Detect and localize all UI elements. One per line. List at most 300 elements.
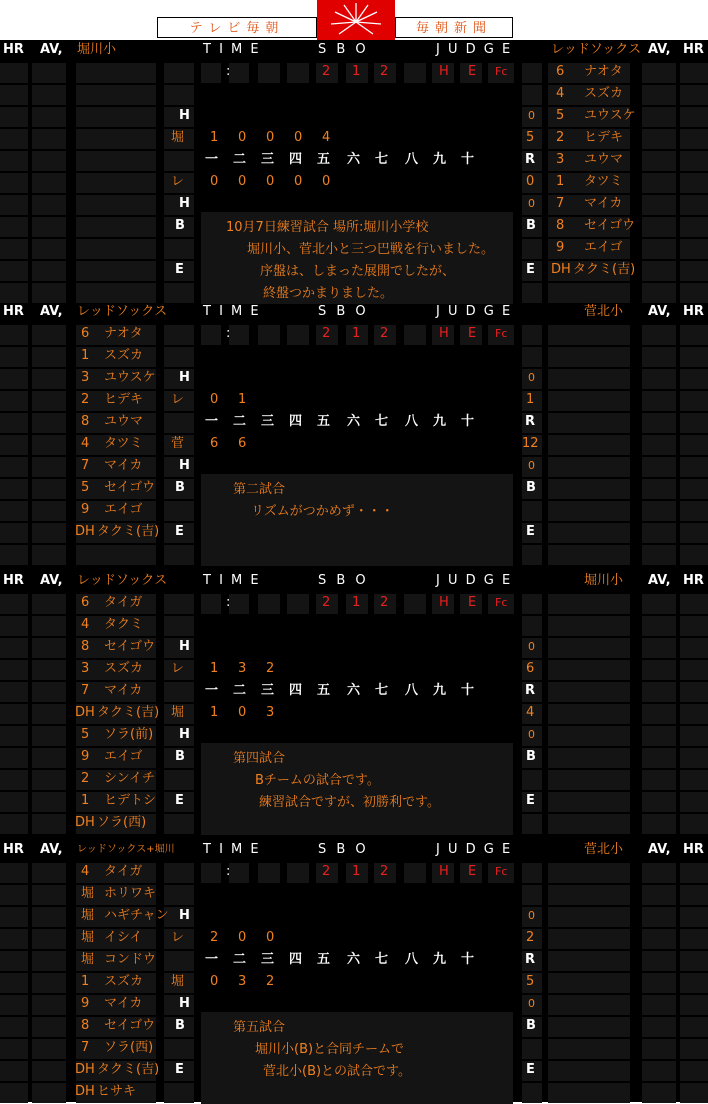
empty-cell (680, 129, 708, 149)
av-label: AV, (40, 304, 63, 319)
empty-cell (680, 704, 708, 724)
inning-header: 三 (261, 152, 275, 167)
top-inning-score: 0 (210, 392, 219, 407)
lineup-player-name: セイゴウ (584, 218, 636, 233)
empty-cell (32, 63, 66, 83)
empty-cell (0, 1017, 28, 1037)
empty-cell (32, 863, 66, 883)
lineup-number: 5 (556, 108, 565, 123)
lineup-number: 4 (81, 436, 90, 451)
empty-cell (404, 863, 426, 883)
empty-cell (32, 413, 66, 433)
empty-cell (164, 951, 194, 971)
empty-cell (164, 814, 194, 834)
empty-cell (76, 239, 156, 259)
lineup-number: 8 (556, 218, 565, 233)
ball-indicator-right: B (526, 749, 536, 764)
av-label: AV, (40, 42, 63, 57)
empty-cell (680, 107, 708, 127)
empty-cell (0, 792, 28, 812)
empty-cell (522, 283, 542, 303)
empty-cell (32, 660, 66, 680)
lineup-player-name: エイゴ (104, 502, 143, 517)
lineup-number: 9 (81, 502, 90, 517)
empty-cell (164, 1039, 194, 1059)
empty-cell (76, 173, 156, 193)
empty-cell (164, 616, 194, 636)
time-colon: : (226, 64, 231, 79)
right-av-label: AV, (648, 573, 671, 588)
empty-cell (522, 325, 542, 345)
lineup-number: 4 (81, 617, 90, 632)
empty-cell (680, 1017, 708, 1037)
right-team-name: 堀川小 (584, 573, 624, 588)
empty-cell (287, 63, 309, 83)
lineup-number: 1 (81, 793, 90, 808)
empty-cell (0, 638, 28, 658)
empty-cell (0, 814, 28, 834)
empty-cell (0, 770, 28, 790)
inning-header: 一 (205, 152, 219, 167)
empty-cell (32, 457, 66, 477)
header (0, 0, 708, 40)
empty-cell (164, 239, 194, 259)
inning-header: 三 (261, 683, 275, 698)
empty-cell (32, 151, 66, 171)
top-hits: 0 (528, 371, 535, 384)
bottom-inning-score: 0 (210, 174, 219, 189)
top-inning-score: 2 (210, 930, 219, 945)
inning-header: 二 (233, 683, 247, 698)
inning-header: 二 (233, 952, 247, 967)
inning-header: 一 (205, 683, 219, 698)
top-inning-score: 0 (294, 130, 303, 145)
inning-header: 四 (289, 683, 303, 698)
empty-cell (76, 85, 156, 105)
error-indicator-right: E (526, 1062, 535, 1077)
lineup-number: DH (75, 1062, 95, 1077)
inning-header: 八 (405, 952, 419, 967)
error-indicator: E (175, 262, 184, 277)
empty-cell (680, 479, 708, 499)
judge-hit: H (439, 864, 449, 879)
empty-cell (404, 594, 426, 614)
empty-cell (229, 863, 249, 883)
top-team-initial: レ (171, 392, 185, 407)
empty-cell (680, 151, 708, 171)
empty-cell (642, 907, 676, 927)
lineup-number: 1 (81, 348, 90, 363)
empty-cell (0, 726, 28, 746)
empty-cell (522, 616, 542, 636)
lineup-player-name: ユウスケ (104, 370, 156, 385)
time-colon: : (226, 326, 231, 341)
empty-cell (642, 173, 676, 193)
inning-header: 九 (433, 952, 447, 967)
lineup-player-name: セイゴウ (104, 480, 156, 495)
lineup-player-name: エイゴ (104, 749, 143, 764)
empty-cell (548, 929, 630, 949)
lineup-number: 9 (81, 996, 90, 1011)
empty-cell (32, 682, 66, 702)
empty-cell (680, 726, 708, 746)
judge-error: E (468, 64, 477, 79)
empty-cell (0, 682, 28, 702)
lineup-number: 堀 (81, 930, 95, 945)
empty-cell (287, 594, 309, 614)
error-indicator-right: E (526, 262, 535, 277)
empty-cell (32, 1061, 66, 1081)
inning-header: 一 (205, 952, 219, 967)
empty-cell (32, 435, 66, 455)
empty-cell (642, 726, 676, 746)
lineup-number: 2 (81, 392, 90, 407)
lineup-number: 9 (556, 240, 565, 255)
empty-cell (642, 951, 676, 971)
empty-cell (522, 885, 542, 905)
inning-header: 八 (405, 683, 419, 698)
empty-cell (548, 704, 630, 724)
empty-cell (680, 929, 708, 949)
empty-cell (32, 907, 66, 927)
bottom-inning-score: 0 (238, 705, 247, 720)
empty-cell (680, 85, 708, 105)
lineup-number: 5 (81, 727, 90, 742)
empty-cell (0, 501, 28, 521)
empty-cell (164, 63, 194, 83)
game-note-line: 菅北小(B)との試合です。 (263, 1064, 412, 1079)
empty-cell (32, 814, 66, 834)
lineup-player-name: ハギチャン (104, 908, 169, 923)
empty-cell (164, 325, 194, 345)
bottom-inning-score: 6 (238, 436, 247, 451)
out-count: 2 (380, 864, 389, 879)
empty-cell (642, 792, 676, 812)
lineup-player-name: タクミ(吉) (573, 262, 636, 277)
inning-header: 八 (405, 152, 419, 167)
empty-cell (642, 391, 676, 411)
empty-cell (32, 792, 66, 812)
empty-cell (0, 1039, 28, 1059)
bottom-hits: 0 (528, 197, 535, 210)
lineup-player-name: セイゴウ (104, 639, 156, 654)
error-indicator: E (175, 793, 184, 808)
lineup-number: 2 (556, 130, 565, 145)
out-count: 2 (380, 595, 389, 610)
empty-cell (680, 63, 708, 83)
inning-header: 五 (317, 952, 331, 967)
lineup-player-name: ソラ(西) (97, 815, 147, 830)
lineup-number: 堀 (81, 886, 95, 901)
lineup-player-name: マイカ (104, 458, 143, 473)
empty-cell (548, 907, 630, 927)
inning-header: 二 (233, 414, 247, 429)
lineup-number: 4 (81, 864, 90, 879)
bottom-total-runs: 0 (526, 174, 535, 189)
empty-cell (522, 1083, 542, 1103)
empty-cell (0, 435, 28, 455)
lineup-player-name: ソラ(前) (104, 727, 154, 742)
empty-cell (32, 85, 66, 105)
empty-cell (680, 863, 708, 883)
sbo-label: S B O (318, 42, 369, 57)
empty-cell (32, 1039, 66, 1059)
empty-cell (642, 63, 676, 83)
bottom-inning-score: 0 (266, 174, 275, 189)
judge-error: E (468, 595, 477, 610)
empty-cell (680, 770, 708, 790)
lineup-number: 7 (81, 1040, 90, 1055)
right-hr-label: HR (683, 42, 704, 57)
hit-indicator-top: H (179, 908, 190, 923)
inning-header: 九 (433, 414, 447, 429)
empty-cell (32, 283, 66, 303)
empty-cell (642, 814, 676, 834)
empty-cell (32, 616, 66, 636)
empty-cell (0, 616, 28, 636)
empty-cell (0, 85, 28, 105)
empty-cell (642, 369, 676, 389)
empty-cell (680, 748, 708, 768)
lineup-number: DH (75, 705, 95, 720)
out-count: 2 (380, 326, 389, 341)
game-note-line: Bチームの試合です。 (255, 773, 380, 788)
empty-cell (522, 594, 542, 614)
right-team-name: 菅北小 (584, 304, 624, 319)
empty-cell (0, 457, 28, 477)
empty-cell (0, 907, 28, 927)
lineup-player-name: セイゴウ (104, 1018, 156, 1033)
empty-cell (642, 616, 676, 636)
left-team-name: レッドソックス+堀川 (77, 844, 175, 855)
runs-header: R (525, 152, 536, 167)
empty-cell (548, 479, 630, 499)
empty-cell (548, 391, 630, 411)
judge-error: E (468, 326, 477, 341)
top-hits: 0 (528, 640, 535, 653)
lineup-number: 3 (81, 370, 90, 385)
empty-cell (0, 929, 28, 949)
empty-cell (680, 973, 708, 993)
empty-cell (76, 129, 156, 149)
bottom-total-runs: 12 (522, 436, 539, 451)
empty-cell (548, 545, 630, 565)
empty-cell (201, 63, 221, 83)
game-note-board (201, 212, 513, 304)
empty-cell (548, 863, 630, 883)
empty-cell (0, 523, 28, 543)
error-indicator: E (175, 524, 184, 539)
empty-cell (32, 523, 66, 543)
empty-cell (32, 173, 66, 193)
empty-cell (522, 545, 542, 565)
score-section-3 (0, 571, 708, 835)
lineup-number: 3 (81, 661, 90, 676)
empty-cell (32, 325, 66, 345)
empty-cell (404, 63, 426, 83)
empty-cell (0, 195, 28, 215)
empty-cell (76, 545, 156, 565)
empty-cell (0, 129, 28, 149)
right-hr-label: HR (683, 573, 704, 588)
empty-cell (642, 770, 676, 790)
top-total-runs: 1 (526, 392, 535, 407)
game-note-line: 堀川小、菅北小と三つ巴戦を行いました。 (247, 242, 495, 257)
empty-cell (642, 704, 676, 724)
hit-indicator-bottom: H (179, 458, 190, 473)
bottom-inning-score: 3 (238, 974, 247, 989)
bottom-team-initial: レ (171, 174, 185, 189)
tv-maiasa-label: テレビ毎朝 (157, 17, 317, 38)
inning-header: 六 (347, 683, 361, 698)
bottom-team-initial: 堀 (171, 974, 185, 989)
lineup-player-name: ナオタ (584, 64, 623, 79)
ball-indicator: B (175, 749, 185, 764)
ball-indicator: B (175, 218, 185, 233)
judge-label: J U D G E (436, 304, 513, 319)
lineup-player-name: ヒデキ (584, 130, 624, 145)
empty-cell (548, 726, 630, 746)
empty-cell (76, 151, 156, 171)
empty-cell (0, 173, 28, 193)
bottom-team-initial: 堀 (171, 705, 185, 720)
empty-cell (642, 479, 676, 499)
empty-cell (201, 594, 221, 614)
ball-count: 1 (352, 864, 361, 879)
empty-cell (32, 929, 66, 949)
empty-cell (548, 413, 630, 433)
empty-cell (164, 501, 194, 521)
inning-header: 十 (461, 152, 475, 167)
empty-cell (32, 107, 66, 127)
game-note-line: 終盤つかまりました。 (263, 286, 394, 301)
maiasa-news-label: 毎朝新聞 (395, 17, 513, 38)
empty-cell (32, 545, 66, 565)
empty-cell (0, 413, 28, 433)
av-label: AV, (40, 842, 63, 857)
left-team-name: レッドソックス (77, 304, 168, 319)
lineup-player-name: ヒサキ (97, 1084, 137, 1099)
error-indicator: E (175, 1062, 184, 1077)
empty-cell (32, 195, 66, 215)
empty-cell (548, 501, 630, 521)
judge-label: J U D G E (436, 842, 513, 857)
inning-header: 四 (289, 152, 303, 167)
lineup-player-name: タクミ(吉) (97, 1062, 160, 1077)
bottom-inning-score: 2 (266, 974, 275, 989)
empty-cell (680, 1039, 708, 1059)
empty-cell (76, 217, 156, 237)
empty-cell (680, 638, 708, 658)
empty-cell (642, 1039, 676, 1059)
lineup-number: 7 (81, 458, 90, 473)
empty-cell (548, 814, 630, 834)
inning-header: 三 (261, 414, 275, 429)
empty-cell (522, 863, 542, 883)
empty-cell (548, 616, 630, 636)
game-note-board (201, 743, 513, 835)
lineup-player-name: ユウマ (104, 414, 144, 429)
empty-cell (642, 748, 676, 768)
out-count: 2 (380, 64, 389, 79)
empty-cell (32, 1017, 66, 1037)
empty-cell (642, 594, 676, 614)
empty-cell (548, 369, 630, 389)
empty-cell (0, 151, 28, 171)
hit-indicator-top: H (179, 370, 190, 385)
ball-count: 1 (352, 64, 361, 79)
ball-indicator-right: B (526, 1018, 536, 1033)
empty-cell (229, 63, 249, 83)
right-hr-label: HR (683, 304, 704, 319)
lineup-number: 堀 (81, 952, 95, 967)
judge-fc: Fc (495, 327, 508, 340)
empty-cell (522, 85, 542, 105)
time-label: T I M E (203, 42, 261, 57)
ball-count: 1 (352, 326, 361, 341)
bottom-total-runs: 4 (526, 705, 535, 720)
lineup-number: 6 (81, 326, 90, 341)
ball-indicator: B (175, 480, 185, 495)
strike-count: 2 (322, 326, 331, 341)
hit-indicator-bottom: H (179, 196, 190, 211)
lineup-player-name: タツミ (104, 436, 143, 451)
score-section-2 (0, 302, 708, 566)
right-team-name: レッドソックス (551, 42, 642, 57)
game-note-line: 練習試合ですが、初勝利です。 (259, 795, 440, 810)
empty-cell (32, 501, 66, 521)
empty-cell (680, 814, 708, 834)
empty-cell (0, 1061, 28, 1081)
empty-cell (258, 325, 280, 345)
judge-fc: Fc (495, 596, 508, 609)
inning-header: 五 (317, 414, 331, 429)
hit-indicator-bottom: H (179, 996, 190, 1011)
empty-cell (522, 63, 542, 83)
empty-cell (642, 1083, 676, 1103)
empty-cell (642, 660, 676, 680)
empty-cell (522, 501, 542, 521)
inning-header: 九 (433, 152, 447, 167)
empty-cell (32, 638, 66, 658)
empty-cell (548, 457, 630, 477)
lineup-player-name: スズカ (104, 974, 144, 989)
empty-cell (76, 63, 156, 83)
bottom-hits: 0 (528, 459, 535, 472)
lineup-number: 7 (81, 683, 90, 698)
empty-cell (32, 748, 66, 768)
empty-cell (680, 545, 708, 565)
lineup-player-name: タイガ (104, 595, 143, 610)
empty-cell (642, 973, 676, 993)
lineup-player-name: ソラ(西) (104, 1040, 154, 1055)
empty-cell (642, 995, 676, 1015)
lineup-player-name: ホリワキ (104, 886, 157, 901)
hit-indicator-top: H (179, 108, 190, 123)
top-hits: 0 (528, 109, 535, 122)
lineup-number: 8 (81, 639, 90, 654)
inning-header: 七 (375, 683, 389, 698)
lineup-player-name: ヒデキ (104, 392, 144, 407)
empty-cell (164, 283, 194, 303)
error-indicator-right: E (526, 524, 535, 539)
empty-cell (548, 951, 630, 971)
empty-cell (548, 995, 630, 1015)
lineup-number: 1 (556, 174, 565, 189)
strike-count: 2 (322, 64, 331, 79)
strike-count: 2 (322, 864, 331, 879)
empty-cell (258, 863, 280, 883)
